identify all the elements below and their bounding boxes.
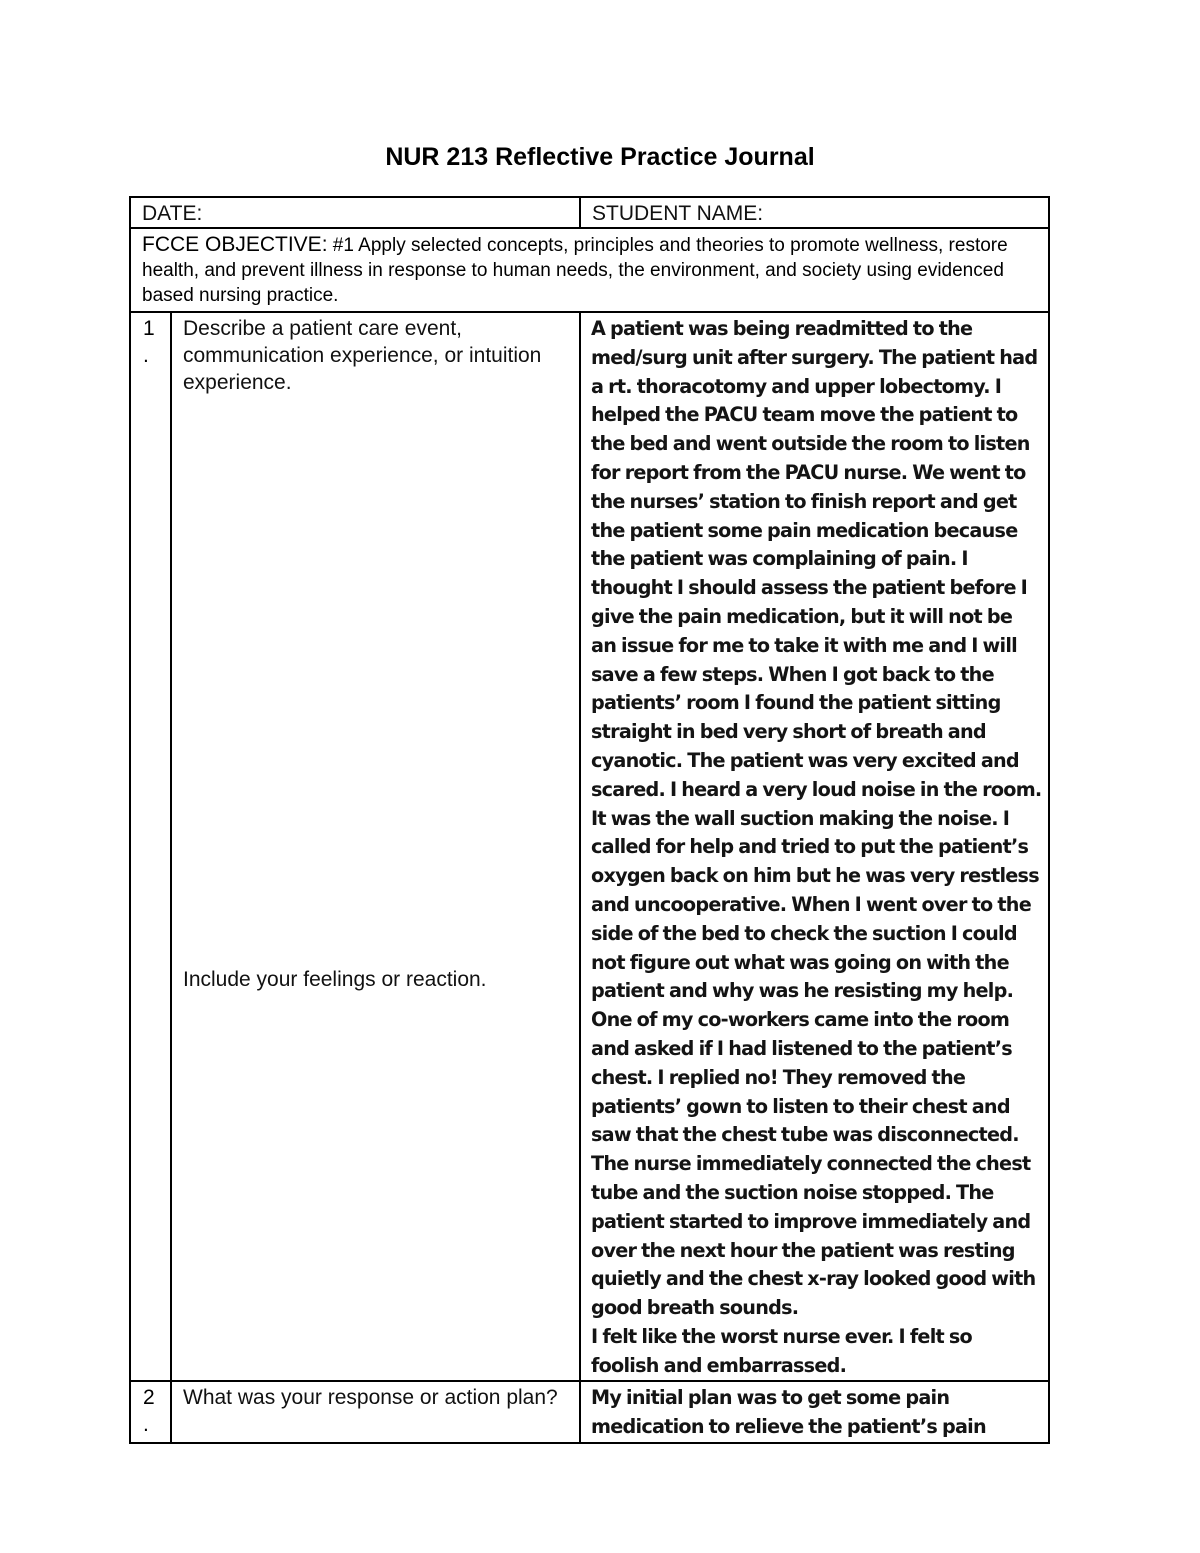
answer-feelings-text: I felt like the worst nurse ever. I felt so foolish and embarrassed. (591, 1324, 972, 1377)
header-row (130, 197, 1049, 228)
student-name-field[interactable] (580, 197, 1049, 228)
question-number-dot: . (143, 344, 149, 367)
answer-cell[interactable] (580, 312, 1049, 1381)
question-prompt: Describe a patient care event, communication experience, or intuition experience. (183, 317, 542, 394)
question-row-2 (130, 1381, 1049, 1443)
question-number-cell (130, 1381, 171, 1443)
date-label: DATE: (142, 202, 203, 225)
date-field[interactable] (130, 197, 580, 228)
question-prompt: What was your response or action plan? (183, 1386, 558, 1410)
question-number: 1 (143, 317, 155, 340)
objective-text: #1 Apply selected concepts, principles and theories to promote wellness, restore health, and prevent illness in response to human needs, the environment, and society using evidenced based nursing practice. (142, 235, 1008, 306)
question-subprompt: Include your feelings or reaction. (183, 968, 487, 991)
objective-row (130, 228, 1049, 312)
question-number-cell (130, 312, 171, 1381)
student-name-label: STUDENT NAME: (592, 202, 764, 225)
objective-cell (130, 228, 1049, 312)
page-title: NUR 213 Reflective Practice Journal (385, 143, 815, 171)
answer-text: My initial plan was to get some pain medication to relieve the patient’s pain (591, 1386, 986, 1439)
answer-cell[interactable] (580, 1381, 1049, 1443)
question-row-1 (130, 312, 1049, 1381)
question-number: 2 (143, 1386, 155, 1410)
question-prompt-cell (171, 312, 580, 1381)
question-number-dot: . (143, 1413, 149, 1437)
answer-text: A patient was being readmitted to the med/surg unit after surgery. The patient had a rt. thoracotomy and upper lobectomy. I helped the PACU team move the patient to the bed and went outside the room to listen for report from the PACU nurse. We went to the nurses’ station to finish report and get the patient some pain medication because the patient was complaining of pain. I thought I should assess the patient before I give the pain medication, but it will not be an issue for me to take it with me and I will save a few steps. When I got back to the patients’ room I found the patient sitting straight in bed very short of breath and cyanotic. The patient was very excited and scared. I heard a very loud noise in the room. It was the wall suction making the noise. I called for help and tried to put the patient’s oxygen back on him but he was very restless and uncooperative. When I went over to the side of the bed to check the suction I could not figure out what was going on with the patient and why was he resisting my help. One of my co-workers came into the room and asked if I had listened to the patient’s chest. I replied no! They removed the patients’ gown to listen to their chest and saw that the chest tube was disconnected. The nurse immediately connected the chest tube and the suction noise stopped. The patient started to improve immediately and over the next hour the patient was resting quietly and the chest x-ray looked good with good breath sounds. (591, 317, 1042, 1320)
journal-table (129, 196, 1050, 1444)
objective-label: FCCE OBJECTIVE: (142, 233, 328, 256)
question-prompt-cell (171, 1381, 580, 1443)
